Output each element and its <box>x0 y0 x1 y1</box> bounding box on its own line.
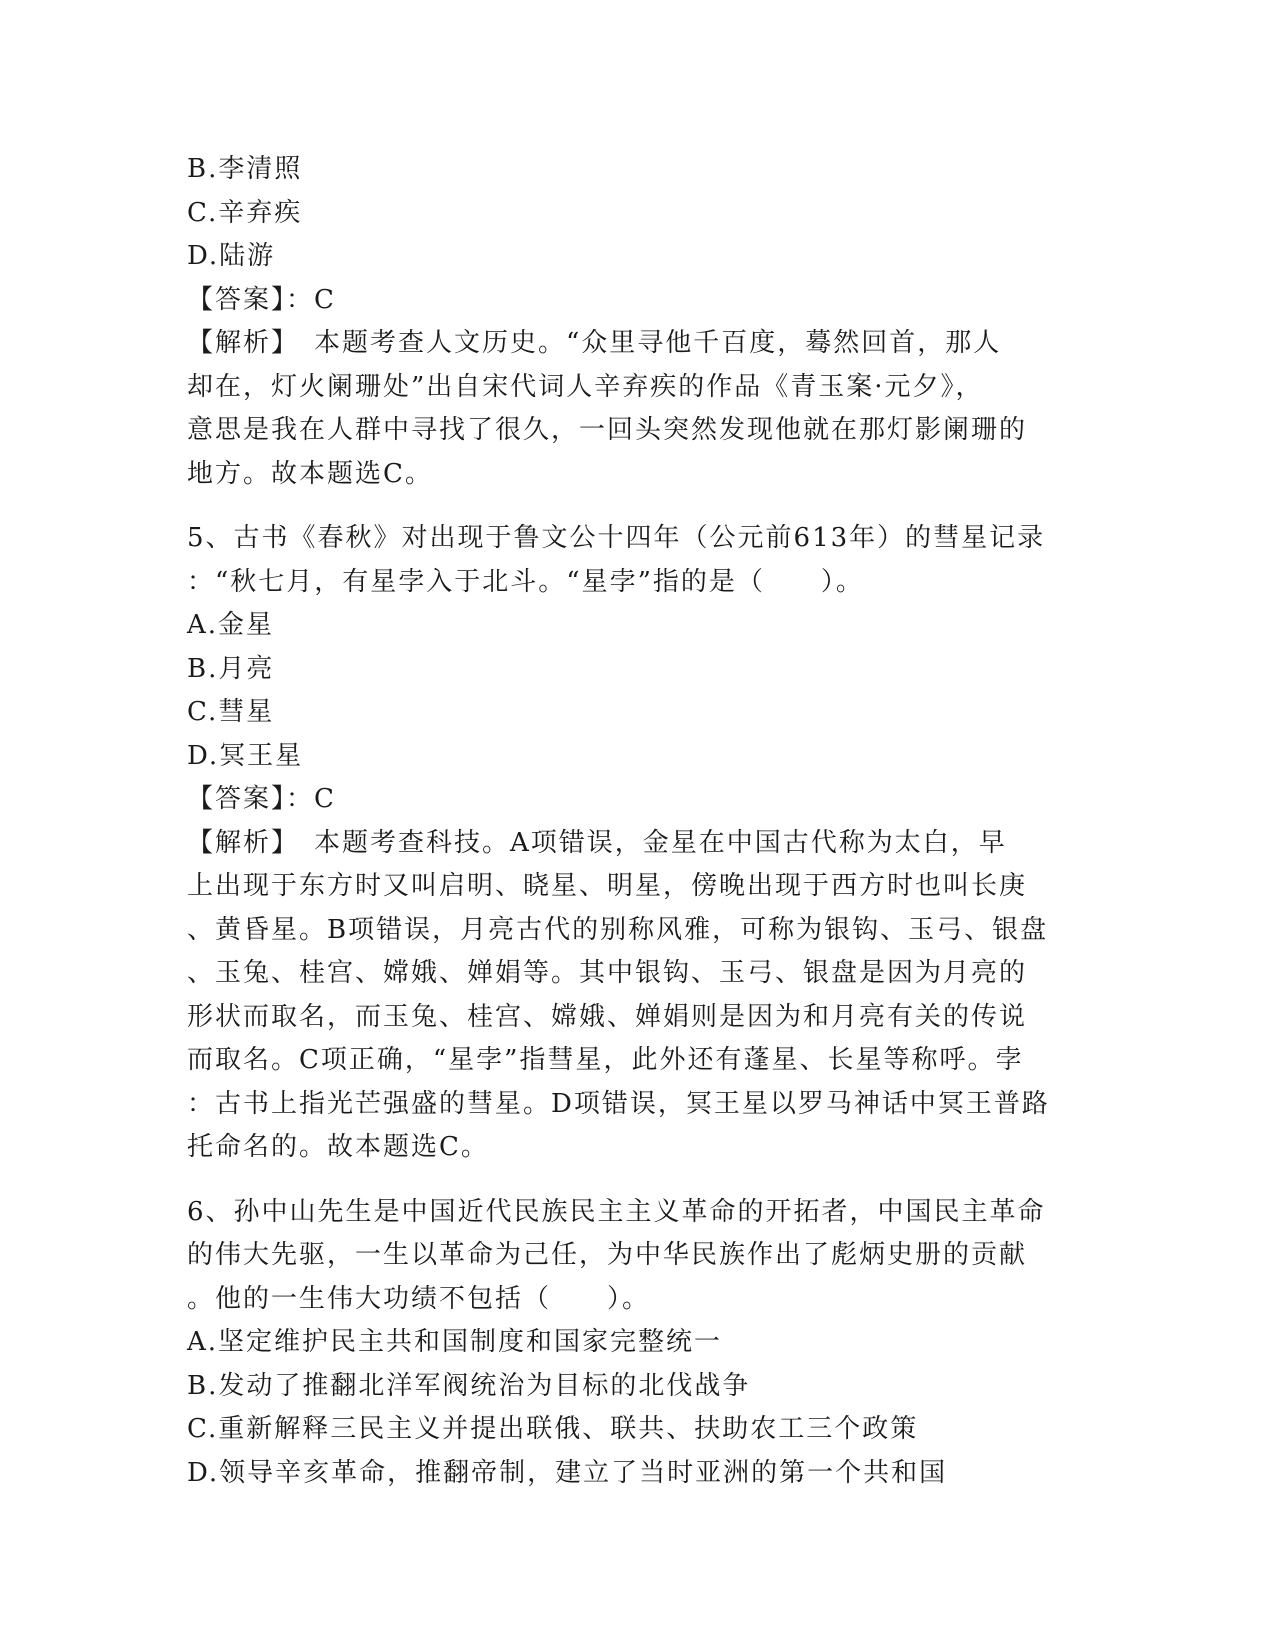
q4-option-c: C.辛弃疾 <box>187 197 303 228</box>
q5-analysis-line: ：古书上指光芒强盛的彗星。D项错误，冥王星以罗马神话中冥王普路 <box>187 1088 1050 1119</box>
q5-option-c: C.彗星 <box>187 697 275 727</box>
q4-analysis-line: 意思是我在人群中寻找了很久，一回头突然发现他就在那灯影阑珊的 <box>187 415 1028 445</box>
q5-option-b: B.月亮 <box>187 653 275 684</box>
q6-question-line: 。他的一生伟大功绩不包括（ ）。 <box>187 1283 651 1314</box>
q4-analysis-line: 【解析】 本题考查人文历史。“众里寻他千百度，蓦然回首，那人 <box>187 328 1002 358</box>
q6-option-c: C.重新解释三民主义并提出联俄、联共、扶助农工三个政策 <box>187 1414 919 1444</box>
q5-analysis-line: 上出现于东方时又叫启明、晓星、明星，傍晚出现于西方时也叫长庚 <box>187 871 1028 901</box>
q5-answer: 【答案】：C <box>187 784 336 814</box>
q6-option-d: D.领导辛亥革命，推翻帝制，建立了当时亚洲的第一个共和国 <box>187 1457 948 1488</box>
q4-analysis-line: 却在，灯火阑珊处”出自宋代词人辛弃疾的作品《青玉案·元夕》， <box>187 371 984 402</box>
q5-analysis-line: 、玉兔、桂宫、嫦娥、婵娟等。其中银钩、玉弓、银盘是因为月亮的 <box>187 958 1028 988</box>
q6-question-line: 的伟大先驱，一生以革命为己任，为中华民族作出了彪炳史册的贡献 <box>187 1240 1028 1270</box>
q6-option-a: A.坚定维护民主共和国制度和国家完整统一 <box>187 1327 723 1357</box>
q5-question-line: ：“秋七月，有星孛入于北斗。“星孛”指的是（ ）。 <box>187 566 864 597</box>
q5-question-line: 5、古书《春秋》对出现于鲁文公十四年（公元前613年）的彗星记录 <box>187 523 1046 553</box>
question-5-block <box>187 517 1087 1170</box>
paragraph-gap <box>187 1170 1087 1191</box>
question-6-block <box>187 1191 1087 1496</box>
q5-analysis-line: 形状而取名，而玉兔、桂宫、嫦娥、婵娟则是因为和月亮有关的传说 <box>187 1001 1028 1032</box>
q5-analysis-line: 而取名。C项正确，“星孛”指彗星，此外还有蓬星、长星等称呼。孛 <box>187 1045 1024 1075</box>
q5-option-d: D.冥王星 <box>187 740 304 771</box>
question-4-block <box>187 148 1087 496</box>
q6-question-line: 6、孙中山先生是中国近代民族民主主义革命的开拓者，中国民主革命 <box>187 1196 1046 1227</box>
q5-analysis-line: 、黄昏星。B项错误，月亮古代的别称风雅，可称为银钩、玉弓、银盘 <box>187 914 1049 945</box>
q4-answer: 【答案】：C <box>187 284 336 315</box>
q5-analysis-line: 【解析】 本题考查科技。A项错误，金星在中国古代称为太白，早 <box>187 827 1007 858</box>
document-page <box>187 148 1087 1495</box>
q4-option-b: B.李清照 <box>187 154 303 184</box>
q4-analysis-line: 地方。故本题选C。 <box>187 458 433 489</box>
q4-option-d: D.陆游 <box>187 241 276 271</box>
q5-option-a: A.金星 <box>187 610 275 640</box>
q6-option-b: B.发动了推翻北洋军阀统治为目标的北伐战争 <box>187 1370 751 1401</box>
q5-analysis-line: 托命名的。故本题选C。 <box>187 1132 489 1162</box>
paragraph-gap <box>187 496 1087 517</box>
